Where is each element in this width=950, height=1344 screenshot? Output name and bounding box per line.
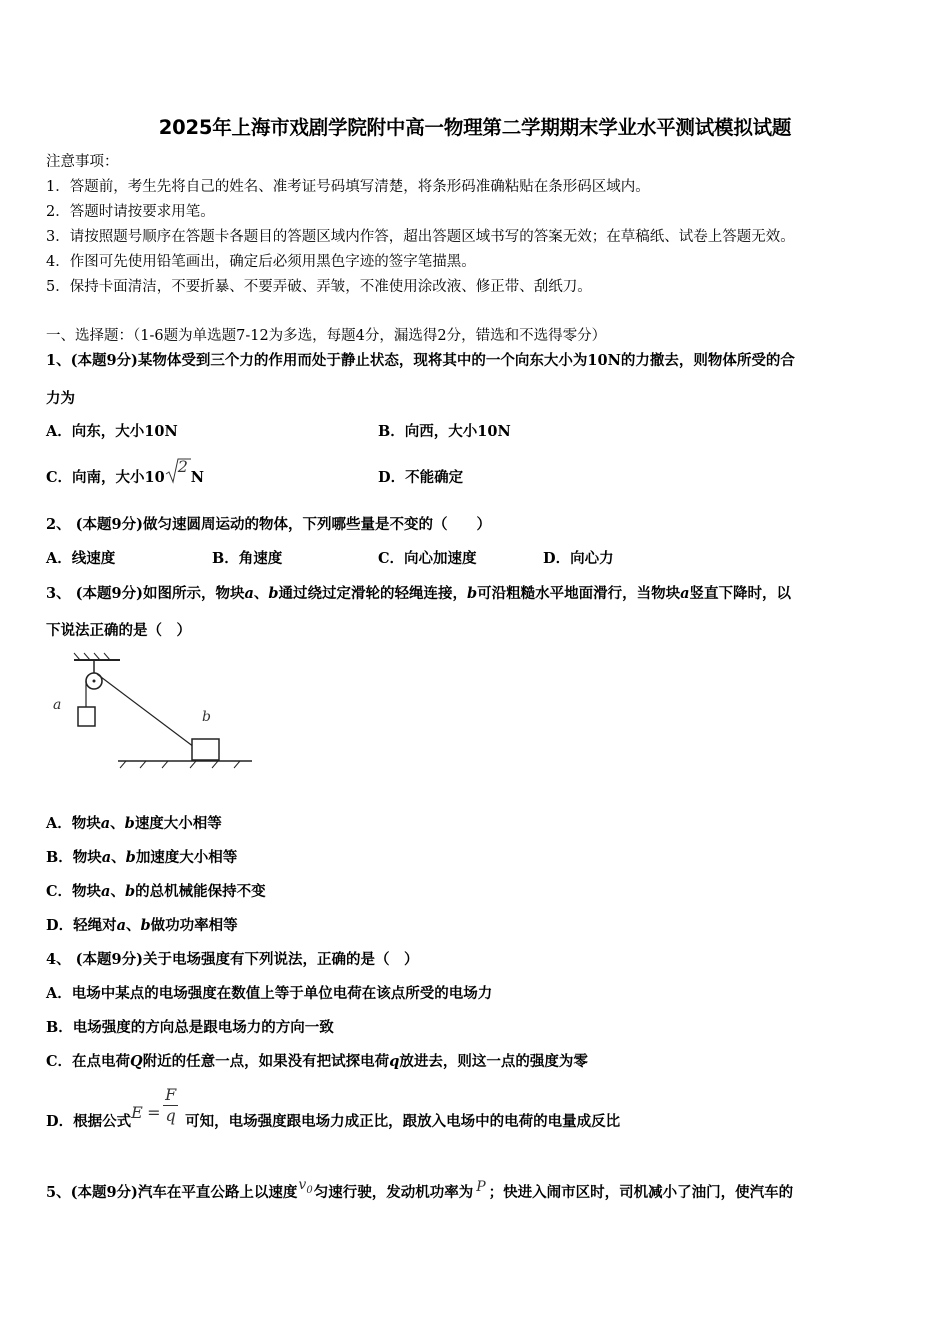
var-b: b xyxy=(124,883,136,900)
fraction-numerator: F xyxy=(165,1085,177,1104)
q1-stem-line2: 力为 xyxy=(46,390,75,407)
text: 3、 (本题9分)如图所示，物块 xyxy=(46,585,245,602)
option-label: A． xyxy=(46,985,72,1002)
option-text: 附近的任意一点，如果没有把试探电荷 xyxy=(142,1053,390,1070)
option-text: 向心力 xyxy=(570,550,614,567)
label-a: a xyxy=(53,697,62,713)
formula-e-equals-f-over-q xyxy=(131,1085,185,1132)
var-v: v xyxy=(298,1177,307,1193)
option-text: 物块 xyxy=(71,815,101,832)
option-label: C． xyxy=(46,469,73,486)
option-label: B． xyxy=(46,1019,73,1036)
pulley-diagram xyxy=(46,650,266,775)
section-heading: 一、选择题：（1-6题为单选题7-12为多选，每题4分，漏选得2分，错选和不选得零分） xyxy=(46,328,607,344)
q2-option-b xyxy=(212,549,282,569)
q4-stem: 4、 (本题9分)关于电场强度有下列说法，正确的是（ ） xyxy=(46,951,419,968)
option-label: C． xyxy=(378,550,405,567)
option-text: 不能确定 xyxy=(405,469,464,486)
q4-option-b xyxy=(46,1018,334,1038)
var-b: b xyxy=(140,917,151,934)
option-label: A． xyxy=(46,550,72,567)
option-text: 物块 xyxy=(72,883,102,900)
option-text: 可知，电场强度跟电场力成正比，跟放入电场中的电荷的电量成反比 xyxy=(185,1113,621,1130)
q4-option-d xyxy=(46,1085,621,1132)
text: 、 xyxy=(110,883,125,900)
fraction-denominator: q xyxy=(165,1106,176,1125)
option-label: C． xyxy=(46,1053,73,1070)
q3-option-d xyxy=(46,916,238,936)
q1-option-a xyxy=(46,422,178,442)
var-P: P xyxy=(476,1179,486,1195)
option-text: 线速度 xyxy=(71,550,116,567)
notice-item-1: 1．答题前，考生先将自己的姓名、准考证号码填写清楚，将条形码准确粘贴在条形码区域内。 xyxy=(46,179,650,195)
subscript-0: 0 xyxy=(306,1184,313,1196)
var-a: a xyxy=(101,849,112,866)
notice-item-3: 3．请按照题号顺序在答题卡各题目的答题区域内作答，超出答题区域书写的答案无效；在草稿纸、试卷上答题无效。 xyxy=(46,229,795,245)
page-title: 2025年上海市戏剧学院附中高一物理第二学期期末学业水平测试模拟试题 xyxy=(158,116,792,139)
q2-stem: 2、 (本题9分)做匀速圆周运动的物体，下列哪些量是不变的（ ） xyxy=(46,516,491,533)
q3-option-b xyxy=(46,848,237,868)
text: ；快进入闹市区时，司机减小了油门，使汽车的 xyxy=(488,1184,794,1201)
option-label: D． xyxy=(46,1113,74,1130)
var-a: a xyxy=(680,585,690,602)
var-a: a xyxy=(116,917,126,934)
option-label: A． xyxy=(46,815,72,832)
option-text: 向西，大小10N xyxy=(404,423,511,440)
var-b: b xyxy=(125,849,136,866)
option-unit: N xyxy=(190,469,204,486)
notice-item-4: 4．作图可先使用铅笔画出，确定后必须用黑色字迹的签字笔描黑。 xyxy=(46,254,476,270)
q5-stem xyxy=(46,1177,794,1209)
q2-option-a xyxy=(46,549,115,569)
q2-option-c xyxy=(378,549,477,569)
option-text: 角速度 xyxy=(238,550,283,567)
q4-option-c xyxy=(46,1052,588,1072)
option-label: D． xyxy=(378,469,406,486)
notice-item-5: 5．保持卡面清洁，不要折暴、不要弄破、弄皱，不准使用涂改液、修正带、刮纸刀。 xyxy=(46,279,592,295)
option-label: A． xyxy=(46,423,72,440)
formula-fraction xyxy=(163,1085,178,1126)
text: 可沿粗糙水平地面滑行，当物块 xyxy=(477,585,681,602)
var-q: q xyxy=(389,1053,400,1070)
option-label: B． xyxy=(46,849,73,866)
q3-stem-line2: 下说法正确的是（ ） xyxy=(46,622,191,639)
notice-heading: 注意事项： xyxy=(46,154,119,170)
sqrt-expression xyxy=(165,457,191,488)
text: 通过绕过定滑轮的轻绳连接， xyxy=(278,585,467,602)
option-label: B． xyxy=(212,550,239,567)
formula-equals: = xyxy=(147,1103,161,1122)
text: 、 xyxy=(253,585,269,602)
text: 、 xyxy=(110,815,125,832)
option-text: 轻绳对 xyxy=(73,917,117,934)
option-label: D． xyxy=(46,917,74,934)
q2-option-d xyxy=(543,549,614,569)
option-text: 做功功率相等 xyxy=(150,917,238,934)
option-text: 速度大小相等 xyxy=(134,815,222,832)
option-text: 物块 xyxy=(72,849,102,866)
option-label: C． xyxy=(46,883,73,900)
option-text: 向心加速度 xyxy=(404,550,477,567)
text: 竖直下降时，以 xyxy=(689,585,792,602)
var-b: b xyxy=(467,585,478,602)
option-text: 电场强度的方向总是跟电场力的方向一致 xyxy=(72,1019,334,1036)
q1-option-c xyxy=(46,457,204,488)
text: 5、(本题9分)汽车在平直公路上以速度 xyxy=(46,1184,298,1201)
var-b: b xyxy=(268,585,279,602)
option-text: 在点电荷 xyxy=(72,1053,131,1070)
label-b: b xyxy=(202,709,211,725)
option-text: 向南，大小10 xyxy=(72,469,165,486)
q1-option-b xyxy=(378,422,511,442)
formula-E: E xyxy=(131,1103,143,1122)
q4-option-a xyxy=(46,984,492,1004)
q3-stem-line1 xyxy=(46,584,791,604)
text: 、 xyxy=(111,849,126,866)
option-text: 加速度大小相等 xyxy=(135,849,238,866)
q1-stem-line1: 1、(本题9分)某物体受到三个力的作用而处于静止状态，现将其中的一个向东大小为10N的力撤去，则物体所受的合 xyxy=(46,352,795,369)
option-text: 根据公式 xyxy=(73,1113,132,1130)
text: 匀速行驶，发动机功率为 xyxy=(313,1184,474,1201)
text: 、 xyxy=(125,917,141,934)
q3-option-c xyxy=(46,882,266,902)
option-label: D． xyxy=(543,550,571,567)
option-text: 电场中某点的电场强度在数值上等于单位电荷在该点所受的电场力 xyxy=(71,985,493,1002)
option-text: 向东，大小10N xyxy=(71,423,178,440)
var-a: a xyxy=(101,883,111,900)
q3-option-a xyxy=(46,814,222,834)
var-v0 xyxy=(298,1177,313,1196)
var-a: a xyxy=(244,585,254,602)
var-Q: Q xyxy=(130,1053,143,1070)
option-label: B． xyxy=(378,423,405,440)
sqrt-radicand: 2 xyxy=(177,457,188,476)
notice-item-2: 2．答题时请按要求用笔。 xyxy=(46,204,215,220)
option-text: 的总机械能保持不变 xyxy=(135,883,266,900)
var-a: a xyxy=(100,815,111,832)
option-text: 放进去，则这一点的强度为零 xyxy=(399,1053,588,1070)
var-b: b xyxy=(124,815,135,832)
q1-option-d xyxy=(378,468,463,488)
